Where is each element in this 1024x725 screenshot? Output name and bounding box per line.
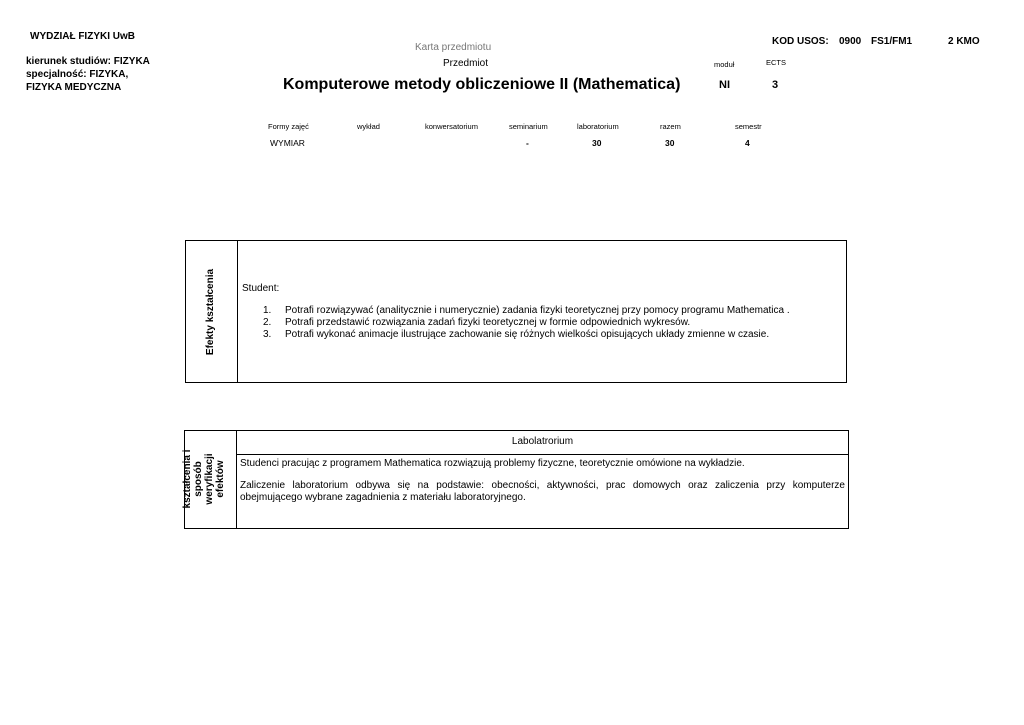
faculty-name: WYDZIAŁ FIZYKI UwB (30, 31, 135, 42)
weryfikacja-para1: Studenci pracując z programem Mathematica rozwiązują problemy fizyczne, teoretycznie omówione na wykładzie. (240, 458, 745, 469)
weryfikacja-header-line (236, 454, 849, 455)
weryfikacja-header: Labolatrorium (511, 436, 574, 447)
forms-value-seminarium: - (526, 138, 529, 148)
efekty-item-num: 1. (263, 305, 272, 316)
forms-header-semestr: semestr (735, 122, 762, 131)
forms-value-razem: 30 (665, 138, 675, 148)
weryfikacja-side-label-1: kształcenia i (182, 449, 193, 509)
efekty-item-text: Potrafi przedstawić rozwiązania zadań fizyki teoretycznej w formie odpowiednich wykresów. (285, 317, 691, 328)
forms-row-label: WYMIAR (270, 138, 305, 148)
forms-value-semestr: 4 (745, 138, 750, 148)
kod-usos-1: 0900 (839, 36, 862, 47)
course-title: Komputerowe metody obliczeniowe II (Mathematica) (283, 76, 681, 93)
weryfikacja-side-label-3: weryfikacji (204, 453, 215, 505)
efekty-item (263, 305, 823, 317)
efekty-side-label: Efekty kształcenia (205, 268, 216, 356)
modul-label: moduł (714, 60, 735, 69)
weryfikacja-side-label-4: efektów (215, 460, 226, 498)
kod-usos-2: FS1/FM1 (871, 36, 913, 47)
efekty-item-text: Potrafi rozwiązywać (analitycznie i numerycznie) zadania fizyki teoretycznej przy pomocy programu Mathematica . (285, 305, 790, 316)
efekty-divider (237, 240, 238, 383)
ects-value: 3 (772, 79, 779, 91)
efekty-list (263, 305, 823, 341)
specjalnosc: specjalność: FIZYKA, (26, 69, 129, 80)
forms-header-seminarium: seminarium (509, 122, 548, 131)
forms-header-formy: Formy zajęć (268, 122, 309, 131)
forms-value-laboratorium: 30 (592, 138, 602, 148)
specjalnosc-2: FIZYKA MEDYCZNA (26, 82, 122, 93)
efekty-item (263, 329, 823, 341)
forms-header-wyklad: wykład (357, 122, 380, 131)
forms-header-konwersatorium: konwersatorium (425, 122, 478, 131)
weryfikacja-side-label-2: sposób (193, 461, 204, 497)
ects-label: ECTS (766, 58, 787, 67)
efekty-item-num: 3. (263, 329, 272, 340)
efekty-item-text: Potrafi wykonać animacje ilustrujące zachowanie się różnych wielkości opisujących układy zmienne w czasie. (285, 329, 770, 340)
weryfikacja-side-label (182, 429, 238, 529)
modul-value: NI (719, 79, 730, 91)
kod-usos-label: KOD USOS: (772, 36, 829, 47)
forms-header-razem: razem (660, 122, 681, 131)
forms-header-laboratorium: laboratorium (577, 122, 619, 131)
efekty-intro: Student: (242, 283, 280, 294)
kod-usos-3: 2 KMO (948, 36, 980, 47)
efekty-item (263, 317, 823, 329)
efekty-item-num: 2. (263, 317, 272, 328)
karta-label: Karta przedmiotu (415, 42, 492, 53)
przedmiot-label: Przedmiot (443, 58, 489, 69)
weryfikacja-para2: Zaliczenie laboratorium odbywa się na podstawie: obecności, aktywności, prac domowych oraz zaliczenia przy komputerze obejmującego wybrane zagadnienia z materiału laboratoryjnego. (240, 480, 845, 503)
kierunek: kierunek studiów: FIZYKA (26, 56, 150, 67)
